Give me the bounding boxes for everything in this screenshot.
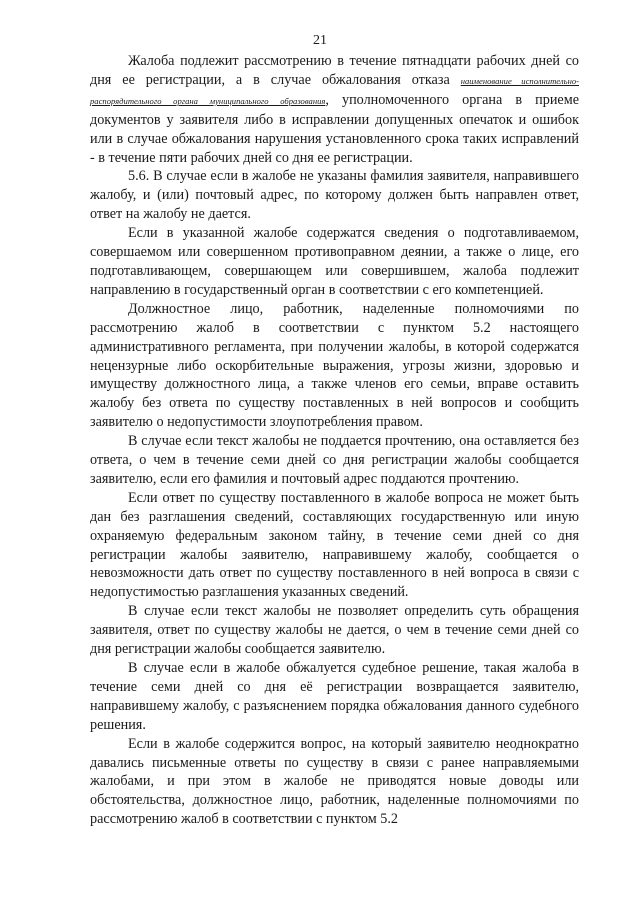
paragraph-offensive-language: Должностное лицо, работник, наделенные полномочиями по рассмотрению жалоб в соответствии с пунктом 5.2 настоящего административного регламента, при получении жалобы, в которой содержатся нецензурные либо оскорбительные выражения, угрозы жизни, здоровью и имуществу должностного лица, а также членов его семьи, вправе оставить жалобу без ответа по существу поставленных в ней вопросов и сообщить заявителю о недопустимости злоупотребления правом.: [90, 300, 579, 431]
paragraph-no-applicant-name: 5.6. В случае если в жалобе не указаны фамилия заявителя, направившего жалобу, и (или) почтовый адрес, по которому должен быть направлен ответ, ответ на жалобу не дается.: [90, 168, 579, 223]
paragraph-unclear-essence: В случае если текст жалобы не позволяет определить суть обращения заявителя, ответ по существу жалобы не дается, о чем в течение семи дней со дня регистрации жалобы сообщается заявителю.: [90, 603, 579, 658]
paragraph-unlawful-act: Если в указанной жалобе содержатся сведения о подготавливаемом, совершаемом или совершенном противоправном деянии, а также о лице, его подготавливающем, совершающем или совершившем, жалоба подлежит направлению в государственный орган в соответствии с его компетенцией.: [90, 225, 579, 298]
paragraph-text-segment: Жалоба подлежит рассмотрению в течение пятнадцати рабочих дней со дня ее регистрации, а в случае обжалования отказа: [90, 53, 579, 88]
inline-placeholder-note: наименование исполнительно-распорядительного органа муниципального образования: [90, 75, 579, 106]
document-body: [90, 52, 579, 829]
paragraph-court-decision: В случае если в жалобе обжалуется судебное решение, такая жалоба в течение семи дней со дня её регистрации возвращается заявителю, направившему жалобу, с разъяснением порядка обжалования данного судебного решения.: [90, 660, 579, 733]
paragraph-unreadable-text: В случае если текст жалобы не поддается прочтению, она оставляется без ответа, о чем в течение семи дней со дня регистрации жалобы сообщается заявителю, если его фамилия и почтовый адрес поддаются прочтению.: [90, 433, 579, 487]
paragraph-secret-information: Если ответ по существу поставленного в жалобе вопроса не может быть дан без разглашения сведений, составляющих государственную или иную охраняемую федеральным законом тайну, в течение семи дней со дня регистрации жалобы заявителю, направившему жалобу, сообщается о невозможности дать ответ по существу поставленного в ней вопроса в связи с недопустимостью разглашения указанных сведений.: [90, 489, 579, 601]
paragraph-review-period: [90, 52, 579, 167]
paragraph-repeated-question: Если в жалобе содержится вопрос, на который заявителю неоднократно давались письменные ответы по существу в связи с ранее направляемыми жалобами, и при этом в жалобе не приводятся новые доводы или обстоятельства, должностное лицо, работник, наделенные полномочиями по рассмотрению жалоб в соответствии с пунктом 5.2: [90, 735, 579, 828]
page-number: 21: [313, 33, 327, 48]
paragraph-text-segment: , уполномоченного органа в приеме документов у заявителя либо в исправлении допущенных опечаток и ошибок или в случае обжалования нарушения установленного срока таких исправлений - в течение пяти рабочих дней со дня ее регистрации.: [90, 91, 579, 166]
